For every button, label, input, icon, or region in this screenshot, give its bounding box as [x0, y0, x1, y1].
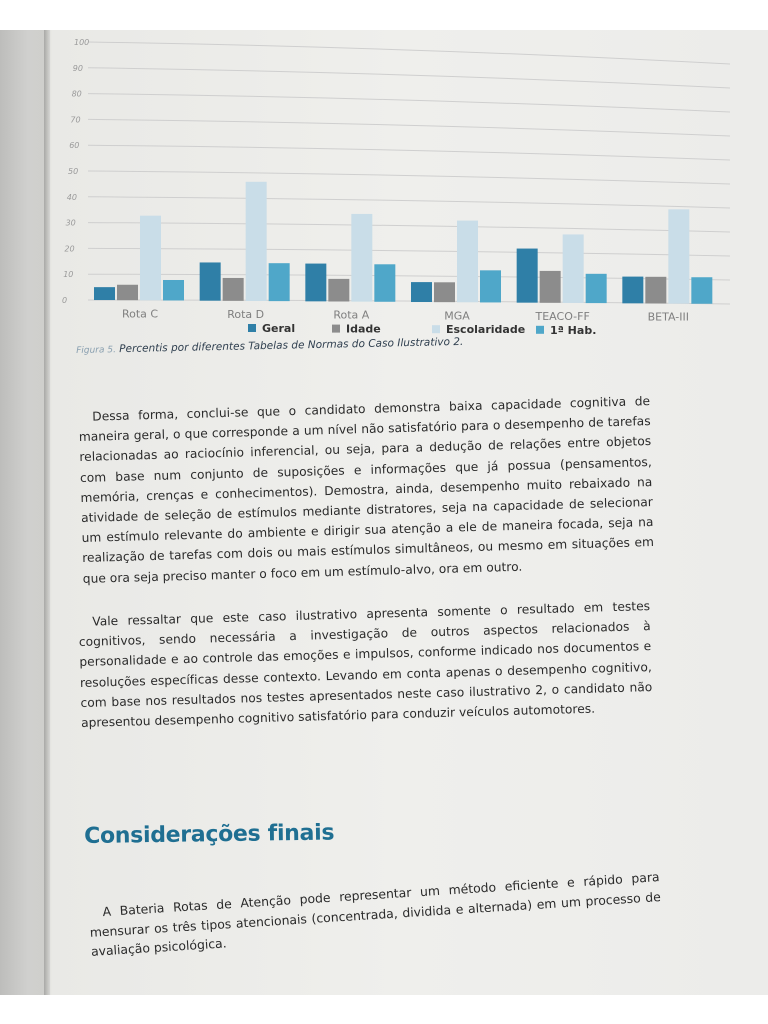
- final-paragraph: A Bateria Rotas de Atenção pode representar um método eficiente e rápido para mensurar os três tipos atencionais (concentrada, dividida e alternada) em um processo de avaliação psicológica.: [89, 869, 662, 959]
- bar-idade-rota-d: [223, 278, 244, 301]
- legend-swatch: [332, 325, 340, 333]
- legend-swatch: [536, 326, 544, 334]
- bar-1-hab--rota-a: [374, 264, 395, 301]
- gridline: [88, 197, 730, 208]
- legend-swatch: [248, 324, 256, 332]
- bar-1-hab--rota-c: [163, 280, 184, 300]
- bar-1-hab--mga: [480, 270, 501, 302]
- bar-escolaridade-rota-c: [140, 216, 161, 301]
- y-tick-label: 60: [69, 141, 80, 151]
- category-label: Rota D: [227, 307, 265, 321]
- body-paragraph-1: Dessa forma, conclui-se que o candidato demonstra baixa capacidade cognitiva de maneira geral, o que corresponde a um nível não satisfatório para o desempenho de tarefas relacionadas ao raciocínio inferencial, ou seja, para a dedução de relações entre objetos com base num conjunto de suposições e informações que já possua (pensamentos, memória, crenças e conhecimentos). Demostra, ainda, desempenho muito rebaixado na atividade de seleção de estímulos mediante distratores, seja na capacidade de selecionar um estímulo relevante do ambiente e dirigir sua atenção a ele de maneira focada, seja na realização de tarefas com dois ou mais estímulos simultâneos, ou mesmo em situações em que ora seja preciso manter o foco em um estímulo-alvo, ora em outro.: [78, 394, 655, 586]
- gridline: [88, 171, 730, 184]
- category-label: Rota C: [121, 307, 159, 321]
- figure-caption-text: Percentis por diferentes Tabelas de Normas do Caso Ilustrativo 2.: [119, 335, 464, 356]
- bar-escolaridade-teaco-ff: [563, 234, 584, 303]
- y-tick-label: 40: [66, 192, 77, 202]
- bar-geral-beta-iii: [622, 277, 643, 304]
- legend-label: Escolaridade: [446, 323, 526, 337]
- chart-y-ticks: [62, 38, 89, 305]
- bar-escolaridade-rota-a: [351, 214, 372, 302]
- bar-geral-rota-a: [305, 264, 326, 302]
- gridline: [88, 223, 730, 232]
- bar-chart: [0, 0, 768, 360]
- bar-idade-teaco-ff: [540, 271, 561, 303]
- bar-geral-mga: [411, 282, 432, 302]
- bar-idade-beta-iii: [645, 277, 666, 304]
- gridline: [88, 248, 730, 256]
- chart-category-labels: [122, 307, 689, 323]
- bar-1-hab--beta-iii: [691, 277, 712, 304]
- category-label: Rota A: [333, 308, 370, 322]
- bar-geral-teaco-ff: [517, 249, 538, 303]
- gridline: [88, 68, 730, 88]
- gridline: [88, 94, 730, 112]
- legend-label: Idade: [346, 322, 381, 336]
- body-paragraph-2-block: [78, 596, 653, 733]
- section-heading: Considerações finais: [84, 820, 335, 849]
- category-label: BETA-III: [647, 310, 690, 324]
- legend-label: 1ª Hab.: [550, 323, 597, 337]
- y-tick-label: 50: [68, 167, 79, 176]
- category-label: TEACO-FF: [535, 309, 590, 323]
- bar-escolaridade-mga: [457, 221, 478, 303]
- bar-escolaridade-rota-d: [246, 182, 267, 301]
- y-tick-label: 80: [71, 89, 82, 99]
- figure-number: Figura 5.: [76, 345, 117, 356]
- chart-gridlines: [88, 42, 730, 304]
- legend-label: Geral: [262, 322, 296, 335]
- category-label: MGA: [444, 309, 470, 323]
- y-tick-label: 20: [64, 244, 75, 254]
- bar-geral-rota-c: [94, 287, 115, 300]
- bar-1-hab--teaco-ff: [586, 274, 607, 303]
- bar-geral-rota-d: [200, 262, 221, 300]
- gridline: [88, 119, 730, 136]
- bar-escolaridade-beta-iii: [668, 209, 689, 303]
- bar-idade-mga: [434, 282, 455, 302]
- body-paragraph-2: Vale ressaltar que este caso ilustrativo apresenta somente o resultado em testes cognitivos, sendo necessária a investigação de outros aspectos relacionados à personalidade e ao controle das emoções e impulsos, conforme indicado nos documentos e resoluções específicas desse contexto. Levando em conta apenas o desempenho cognitivo, com base nos resultados nos testes apresentados neste caso ilustrativo 2, o candidato não apresentou desempenho cognitivo satisfatório para conduzir veículos automotores.: [78, 599, 653, 730]
- legend-swatch: [432, 325, 440, 333]
- gridline: [88, 42, 730, 64]
- bar-idade-rota-c: [117, 285, 138, 300]
- y-tick-label: 0: [62, 296, 68, 305]
- y-tick-label: 90: [72, 63, 83, 73]
- body-paragraph-1-block: [78, 391, 655, 589]
- bottom-background: [0, 995, 768, 1024]
- y-tick-label: 30: [65, 218, 76, 228]
- y-tick-label: 10: [63, 270, 74, 280]
- bar-idade-rota-a: [328, 279, 349, 302]
- bar-1-hab--rota-d: [269, 263, 290, 301]
- y-tick-label: 100: [74, 38, 90, 47]
- y-tick-label: 70: [70, 115, 81, 125]
- gridline: [88, 145, 730, 160]
